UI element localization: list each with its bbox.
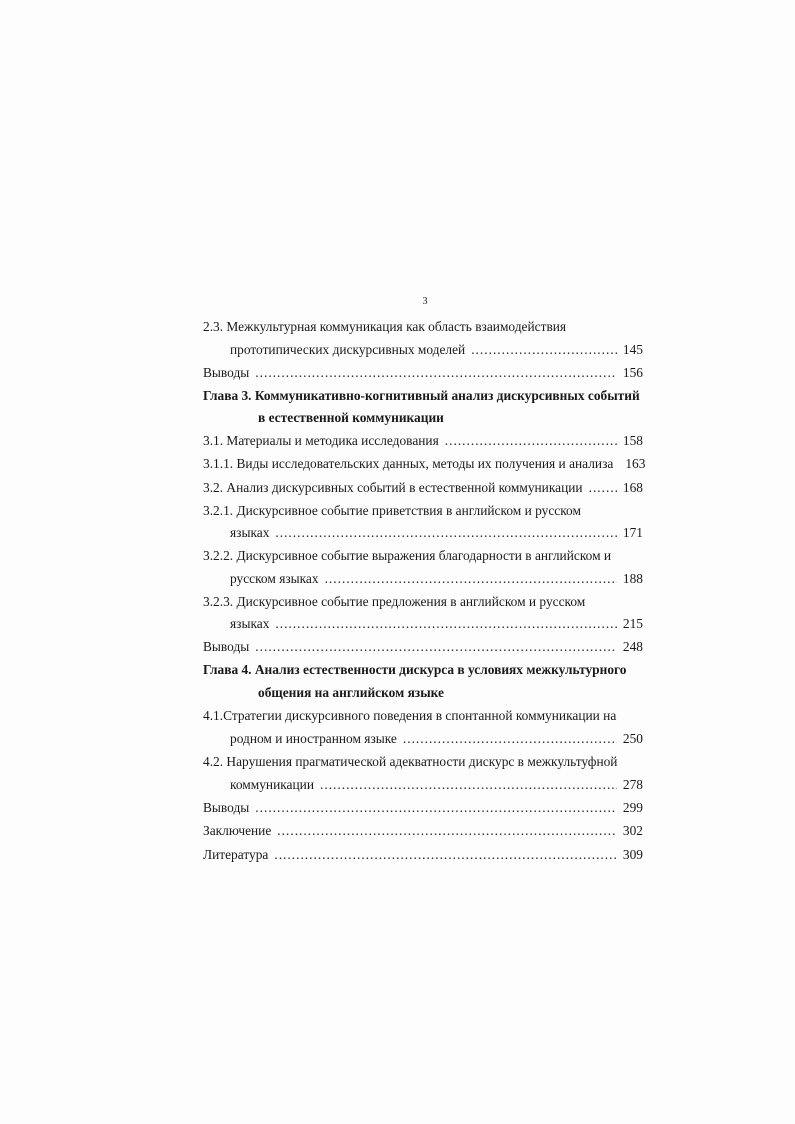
toc-entry-title: общения на английском языке — [258, 685, 444, 700]
toc-entry — [203, 845, 643, 865]
toc-entry — [203, 821, 643, 841]
toc-entry — [203, 501, 643, 521]
toc-entry — [203, 546, 643, 566]
toc-entry — [230, 340, 643, 360]
toc-entry-title: Выводы — [203, 800, 250, 815]
toc-chapter-heading — [258, 408, 643, 428]
toc-entry-title: языках — [230, 616, 270, 631]
toc-entry — [203, 592, 643, 612]
toc-page-number: 188 — [622, 571, 643, 586]
toc-entry — [203, 637, 643, 657]
toc-chapter-heading — [258, 683, 643, 703]
toc-entry-title: 3.2.1. Дискурсивное событие приветствия в английском и русском — [203, 503, 581, 518]
toc-entry-title: Глава 4. Анализ естественности дискурса в условиях межкультурного — [203, 662, 627, 677]
dot-leader — [255, 637, 617, 657]
dot-leader — [275, 523, 617, 543]
toc-page-number: 171 — [622, 525, 643, 540]
toc-entry-title: 3.2. Анализ дискурсивных событий в естественной коммуникации — [203, 480, 583, 495]
dot-leader — [274, 845, 617, 865]
dot-leader — [589, 478, 617, 498]
page-number: 3 — [422, 296, 428, 307]
toc-entry — [203, 478, 643, 498]
toc-entry-title: 3.1.1. Виды исследовательских данных, методы их получения и анализа — [203, 456, 614, 471]
toc-entry — [230, 775, 643, 795]
dot-leader — [471, 340, 617, 360]
toc-page-number: 158 — [622, 433, 643, 448]
toc-page-number: 163 — [625, 456, 646, 471]
toc-entry — [230, 523, 643, 543]
toc-entry — [203, 317, 643, 337]
toc-chapter-heading — [203, 386, 643, 406]
toc-entry-title: 4.1.Стратегии дискурсивного поведения в спонтанной коммуникации на — [203, 708, 617, 723]
dot-leader — [255, 363, 617, 383]
toc-entry-title: коммуникации — [230, 777, 314, 792]
toc-entry-title: прототипических дискурсивных моделей — [230, 342, 466, 357]
toc-entry-title: 2.3. Межкультурная коммуникация как область взаимодействия — [203, 319, 567, 334]
toc-entry — [203, 752, 643, 772]
toc-entry — [230, 569, 643, 589]
toc-entry-title: Литература — [203, 847, 269, 862]
dot-leader — [445, 431, 617, 451]
toc-entry-title: 3.1. Материалы и методика исследования — [203, 433, 439, 448]
toc-entry — [203, 431, 643, 451]
toc-entry — [230, 614, 643, 634]
toc-entry-title: 3.2.2. Дискурсивное событие выражения благодарности в английском и — [203, 548, 612, 563]
toc-entry-title: в естественной коммуникации — [258, 410, 444, 425]
toc-entry-title: русском языках — [230, 571, 319, 586]
toc-page-number: 145 — [622, 342, 643, 357]
toc-entry-title: Выводы — [203, 365, 250, 380]
dot-leader — [325, 569, 617, 589]
toc-page-number: 309 — [622, 847, 643, 862]
toc-page-number: 248 — [622, 639, 643, 654]
toc-entry — [203, 706, 643, 726]
toc-entry — [203, 363, 643, 383]
toc-entry — [203, 798, 643, 818]
toc-entry-title: Выводы — [203, 639, 250, 654]
toc-chapter-heading — [203, 660, 643, 680]
toc-page-number: 299 — [622, 800, 643, 815]
toc-entry-title: 4.2. Нарушения прагматической адекватности дискурс в межкультуфной — [203, 754, 618, 769]
dot-leader — [275, 614, 617, 634]
toc-page-number: 156 — [622, 365, 643, 380]
dot-leader — [277, 821, 617, 841]
toc-entry — [230, 729, 643, 749]
toc-page-number: 168 — [622, 480, 643, 495]
toc-page-number: 302 — [622, 823, 643, 838]
toc-page-number: 278 — [622, 777, 643, 792]
toc-entry-title: 3.2.3. Дискурсивное событие предложения в английском и русском — [203, 594, 586, 609]
toc-page-number: 250 — [622, 731, 643, 746]
toc-entry-title: Заключение — [203, 823, 272, 838]
toc-entry — [203, 454, 646, 474]
dot-leader — [320, 775, 617, 795]
toc-entry-title: Глава 3. Коммуникативно-когнитивный анализ дискурсивных событий — [203, 388, 640, 403]
toc-page-number: 215 — [622, 616, 643, 631]
toc-entry-title: языках — [230, 525, 270, 540]
dot-leader — [403, 729, 617, 749]
toc-entry-title: родном и иностранном языке — [230, 731, 397, 746]
dot-leader — [255, 798, 617, 818]
